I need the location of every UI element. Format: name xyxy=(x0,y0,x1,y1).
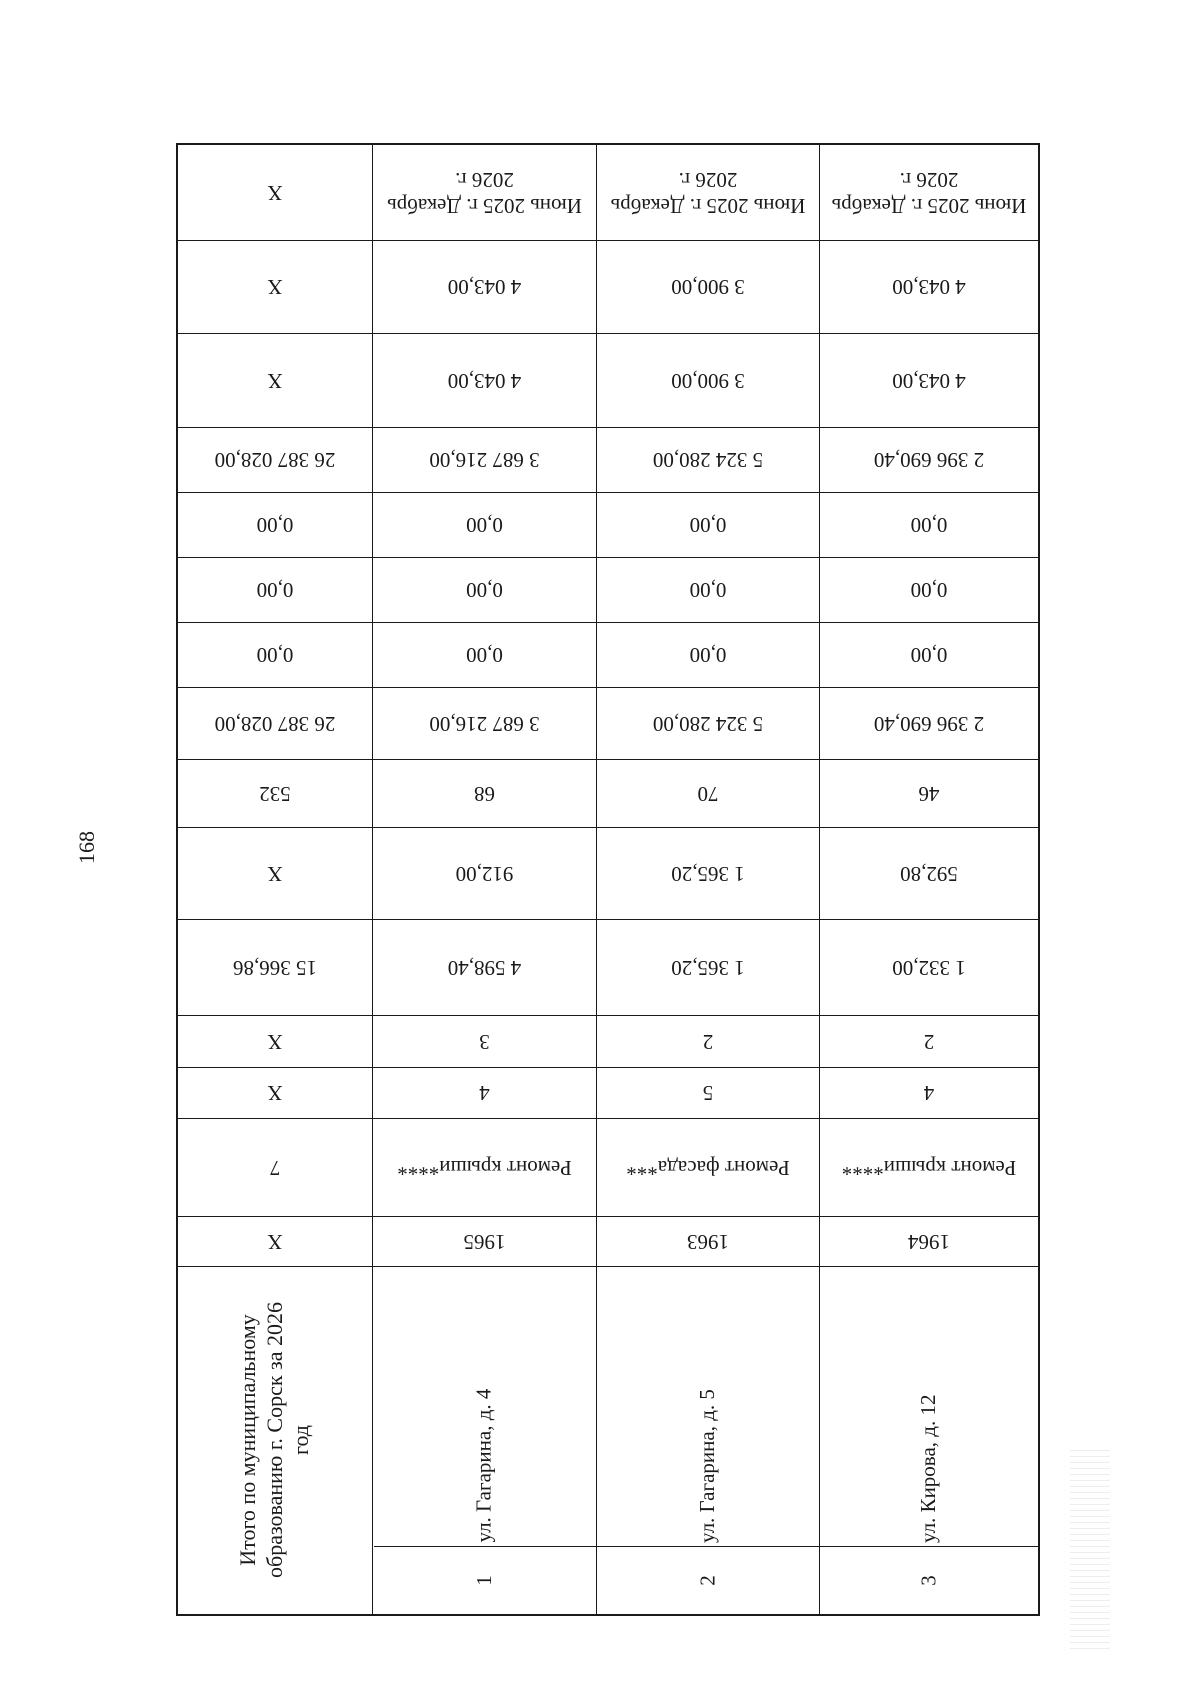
row-3-fund-c: 0,00 xyxy=(910,513,948,538)
row-1-cost-owners: 3 687 216,00 xyxy=(429,448,540,473)
row-1-area-total: 4 598,40 xyxy=(447,955,522,980)
total-cost-owners: 26 387 028,00 xyxy=(214,448,336,473)
row-2-address: ул. Гагарина, д. 5 xyxy=(695,1389,720,1543)
row-3-cost-total: 2 396 690,40 xyxy=(873,711,985,736)
total-fund-c: 0,00 xyxy=(256,513,294,538)
row-2-fund-c: 0,00 xyxy=(689,513,727,538)
row-1-address: ул. Гагарина, д. 4 xyxy=(471,1388,496,1543)
total-period: Х xyxy=(267,181,283,206)
row-1-year: 1965 xyxy=(463,1229,506,1254)
row-2-area-living: 1 365,20 xyxy=(671,861,745,886)
row-3-year: 1964 xyxy=(908,1229,950,1254)
row-3-floors: 4 xyxy=(923,1081,935,1106)
row-3-unit-cost: 4 043,00 xyxy=(892,368,966,393)
row-1-fund-b: 0,00 xyxy=(466,578,503,603)
row-1-entrances: 3 xyxy=(479,1029,490,1054)
total-entrances: Х xyxy=(267,1029,283,1054)
row-3-period: Июнь 2025 г. Декабрь 2026 г. xyxy=(831,168,1027,218)
total-fund-a: 0,00 xyxy=(256,643,294,668)
row-2-work: Ремонт фасада*** xyxy=(626,1155,790,1180)
row-3-entrances: 2 xyxy=(923,1029,935,1054)
total-cost-total: 26 387 028,00 xyxy=(214,711,336,736)
row-2-fund-a: 0,00 xyxy=(689,643,727,668)
total-work: 7 xyxy=(269,1155,281,1180)
row-3-area-living: 592,80 xyxy=(900,861,958,886)
row-3-address: ул. Кирова, д. 12 xyxy=(916,1394,941,1543)
row-1-fund-c: 0,00 xyxy=(466,513,503,538)
row-2-entrances: 2 xyxy=(702,1029,714,1054)
row-3-area-total: 1 332,00 xyxy=(892,955,966,980)
scan-artifact xyxy=(1070,1450,1110,1650)
total-year: Х xyxy=(267,1229,283,1254)
row-3-cost-owners: 2 396 690,40 xyxy=(873,448,985,473)
row-2-limit-cost: 3 900,00 xyxy=(671,275,745,300)
row-3-work: Ремонт крыши**** xyxy=(841,1155,1017,1180)
total-fund-b: 0,00 xyxy=(256,578,294,603)
row-1-limit-cost: 4 043,00 xyxy=(447,275,522,300)
page-number: 168 xyxy=(74,831,99,864)
row-2-fund-b: 0,00 xyxy=(689,578,727,603)
total-limit-cost: Х xyxy=(267,275,283,300)
row-2-residents: 70 xyxy=(697,781,719,806)
row-2-unit-cost: 3 900,00 xyxy=(671,368,745,393)
row-2-year: 1963 xyxy=(687,1229,729,1254)
row-1-work: Ремонт крыши**** xyxy=(397,1155,572,1180)
total-unit-cost: Х xyxy=(267,368,283,393)
row-1-cost-total: 3 687 216,00 xyxy=(429,711,540,736)
row-1-unit-cost: 4 043,00 xyxy=(447,368,522,393)
row-2-number: 2 xyxy=(695,1575,720,1586)
row-1-fund-a: 0,00 xyxy=(466,643,503,668)
row-3-fund-a: 0,00 xyxy=(910,643,948,668)
works-table xyxy=(176,143,1040,1616)
total-label: Итого по муниципальному образованию г. Сорск за 2026 год xyxy=(235,1302,314,1578)
total-residents: 532 xyxy=(259,781,291,806)
row-3-fund-b: 0,00 xyxy=(910,578,948,603)
total-floors: Х xyxy=(267,1081,283,1106)
row-2-area-total: 1 365,20 xyxy=(671,955,745,980)
row-3-residents: 46 xyxy=(918,781,940,806)
row-1-floors: 4 xyxy=(479,1081,490,1106)
row-1-number: 1 xyxy=(471,1575,496,1586)
row-1-area-living: 912,00 xyxy=(455,861,514,886)
row-2-cost-owners: 5 324 280,00 xyxy=(652,448,764,473)
row-2-period: Июнь 2025 г. Декабрь 2026 г. xyxy=(610,168,806,218)
row-2-floors: 5 xyxy=(702,1081,714,1106)
row-1-residents: 68 xyxy=(474,781,495,806)
row-3-limit-cost: 4 043,00 xyxy=(892,275,966,300)
total-area-living: Х xyxy=(267,861,283,886)
row-1-period: Июнь 2025 г. Декабрь 2026 г. xyxy=(387,168,582,218)
row-3-number: 3 xyxy=(916,1575,941,1586)
total-area-total: 15 366,86 xyxy=(233,955,317,980)
row-2-cost-total: 5 324 280,00 xyxy=(652,711,764,736)
